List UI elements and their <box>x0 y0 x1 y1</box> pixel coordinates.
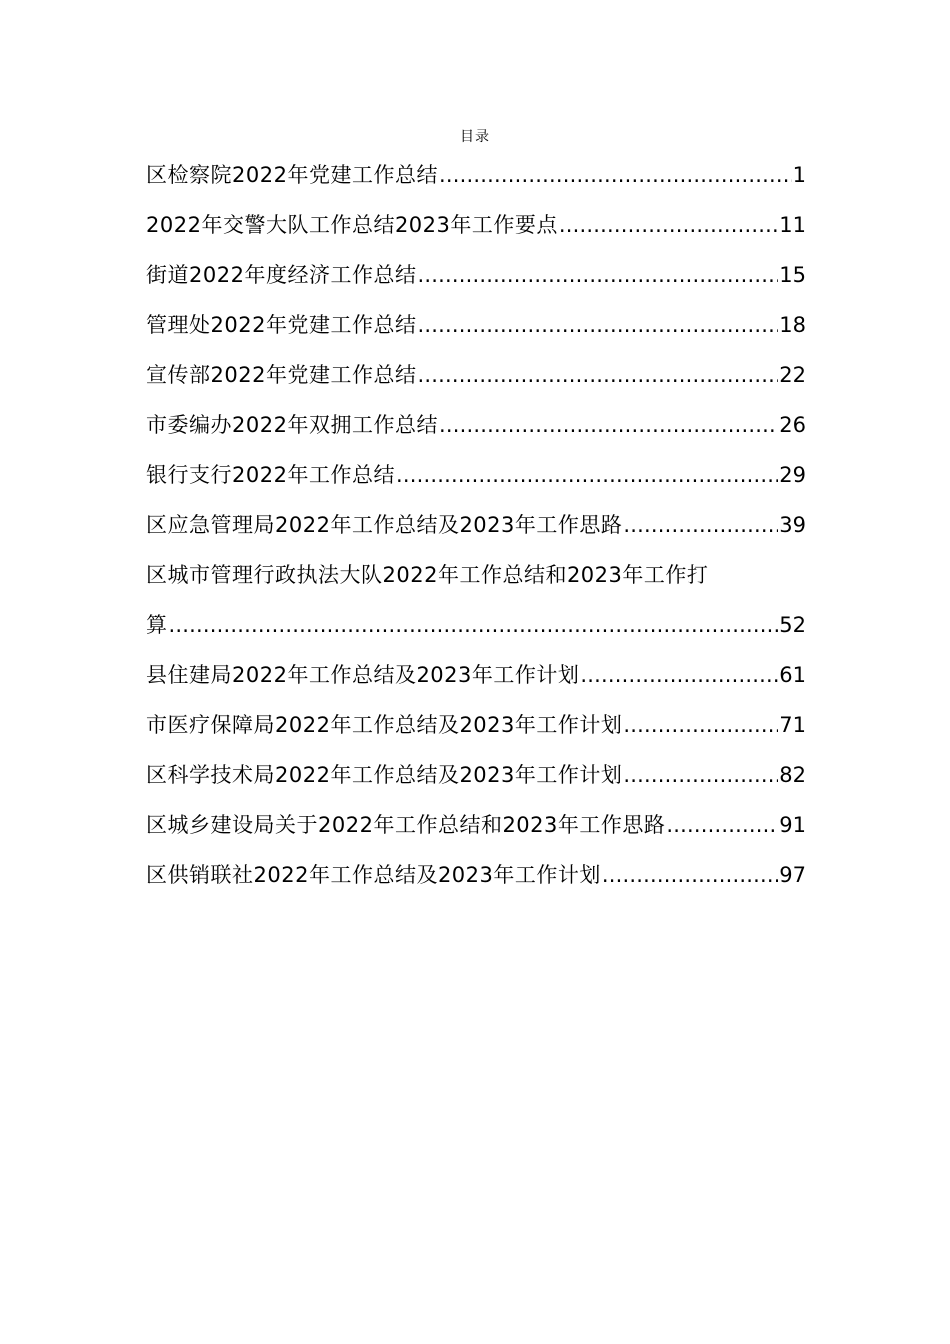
toc-page-number: 11 <box>779 213 806 237</box>
toc-entry-title: 市委编办2022年双拥工作总结 <box>146 413 438 437</box>
toc-entry-title: 宣传部2022年党建工作总结 <box>146 363 417 387</box>
toc-entry[interactable] <box>146 650 806 700</box>
toc-entry[interactable] <box>146 550 806 650</box>
table-of-contents <box>146 150 806 900</box>
toc-entry-title: 街道2022年度经济工作总结 <box>146 263 417 287</box>
toc-entry-title: 区供销联社2022年工作总结及2023年工作计划 <box>146 863 601 887</box>
toc-dot-leader <box>559 200 778 250</box>
toc-entry[interactable] <box>146 450 806 500</box>
toc-entry[interactable] <box>146 800 806 850</box>
toc-page-number: 82 <box>779 763 806 787</box>
toc-entry[interactable] <box>146 150 806 200</box>
toc-entry-title: 管理处2022年党建工作总结 <box>146 313 417 337</box>
toc-page-number: 1 <box>792 163 806 187</box>
toc-entry-title: 县住建局2022年工作总结及2023年工作计划 <box>146 663 580 687</box>
toc-dot-leader <box>666 800 778 850</box>
toc-entry-title: 市医疗保障局2022年工作总结及2023年工作计划 <box>146 713 623 737</box>
toc-page-number: 71 <box>779 713 806 737</box>
toc-page-number: 29 <box>779 463 806 487</box>
toc-page-number: 52 <box>779 613 806 637</box>
toc-dot-leader <box>602 850 778 900</box>
toc-dot-leader <box>439 150 792 200</box>
toc-dot-leader <box>417 300 778 350</box>
toc-dot-leader <box>623 750 778 800</box>
toc-page-number: 15 <box>779 263 806 287</box>
toc-entry-title: 区科学技术局2022年工作总结及2023年工作计划 <box>146 763 623 787</box>
toc-entry[interactable] <box>146 300 806 350</box>
toc-dot-leader <box>396 450 778 500</box>
toc-dot-leader <box>169 600 779 650</box>
toc-dot-leader <box>580 650 778 700</box>
toc-entry-title: 区应急管理局2022年工作总结及2023年工作思路 <box>146 513 623 537</box>
toc-page-number: 97 <box>779 863 806 887</box>
toc-page-number: 22 <box>779 363 806 387</box>
toc-entry-title: 区城市管理行政执法大队2022年工作总结和2023年工作打 <box>146 563 709 587</box>
toc-dot-leader <box>623 700 778 750</box>
toc-entry-title: 区城乡建设局关于2022年工作总结和2023年工作思路 <box>146 813 666 837</box>
toc-entry[interactable] <box>146 700 806 750</box>
toc-page-number: 61 <box>779 663 806 687</box>
toc-entry[interactable] <box>146 750 806 800</box>
toc-page-number: 18 <box>779 313 806 337</box>
toc-dot-leader <box>623 500 778 550</box>
toc-page-number: 26 <box>779 413 806 437</box>
toc-entry[interactable] <box>146 350 806 400</box>
toc-entry-title: 2022年交警大队工作总结2023年工作要点 <box>146 213 558 237</box>
toc-entry[interactable] <box>146 850 806 900</box>
toc-entry[interactable] <box>146 500 806 550</box>
toc-entry[interactable] <box>146 200 806 250</box>
toc-entry-title: 银行支行2022年工作总结 <box>146 463 395 487</box>
toc-title: 目录 <box>460 129 490 145</box>
toc-dot-leader <box>417 250 778 300</box>
toc-dot-leader <box>439 400 778 450</box>
toc-entry-title: 区检察院2022年党建工作总结 <box>146 163 438 187</box>
toc-page-number: 39 <box>779 513 806 537</box>
toc-entry[interactable] <box>146 250 806 300</box>
toc-dot-leader <box>417 350 778 400</box>
toc-entry[interactable] <box>146 400 806 450</box>
toc-entry-continuation <box>146 600 806 650</box>
toc-entry-title-continued: 算 <box>146 613 168 637</box>
toc-page-number: 91 <box>779 813 806 837</box>
